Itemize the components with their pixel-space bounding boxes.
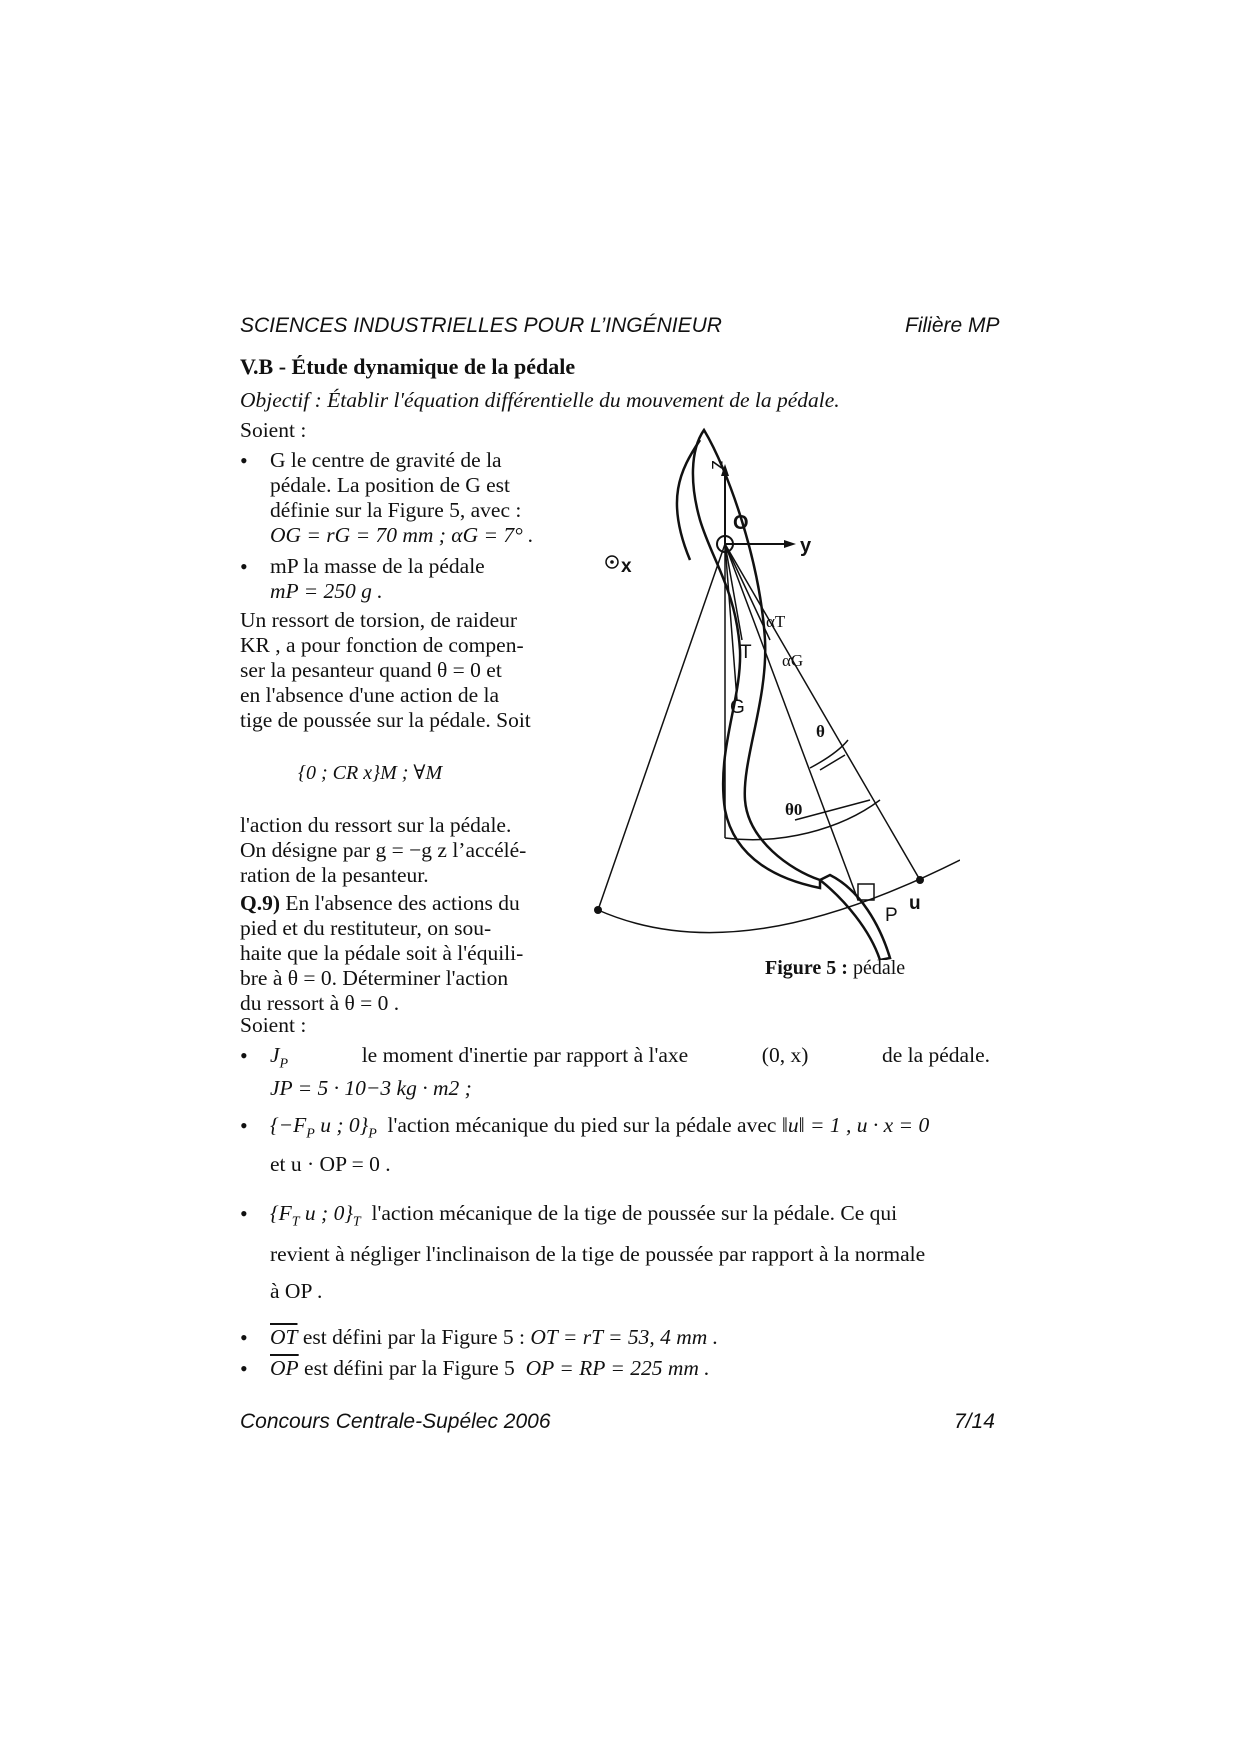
b1-symbol: $J_P$ xyxy=(270,1043,289,1072)
b3-line3: à OP . xyxy=(270,1279,323,1304)
label-u: u xyxy=(909,893,921,914)
bullet1-line: pédale. La position de G est xyxy=(270,473,511,497)
x-dot xyxy=(610,560,614,564)
soient-2: Soient : xyxy=(240,1013,307,1037)
para-line: ser la pesanteur quand θ = 0 et xyxy=(240,658,502,682)
para2-line: ration de la pesanteur. xyxy=(240,863,429,887)
b2-line2: et u · OP = 0 . xyxy=(270,1152,391,1177)
label-theta: θ xyxy=(816,722,825,741)
figure-caption xyxy=(765,957,905,980)
objective: Objectif : Établir l'équation différentielle du mouvement de la pédale. xyxy=(240,388,840,412)
pedal-figure xyxy=(580,420,960,960)
q9-label: Q.9) xyxy=(240,891,281,915)
lower-bullet-1 xyxy=(270,1043,990,1101)
bullet-dot: • xyxy=(240,1113,248,1138)
lower-bullet-3 xyxy=(270,1201,990,1304)
torsor-spring: {0 ; CR x}M ; ∀M xyxy=(298,762,443,784)
caption-rest: pédale xyxy=(847,957,906,979)
b2-cond: ‖u‖ = 1 , u · x = 0 xyxy=(781,1113,930,1137)
section-title: V.B - Étude dynamique de la pédale xyxy=(240,354,576,379)
label-alphaG: αG xyxy=(782,651,804,670)
point-P-marker xyxy=(916,876,924,884)
b4-text: est défini par la Figure 5 : xyxy=(302,1325,525,1349)
line-theta0 xyxy=(725,544,858,900)
b3-line2: revient à négliger l'inclinaison de la tige de poussée par rapport à la normale xyxy=(270,1242,926,1267)
caption-bold: Figure 5 : xyxy=(765,957,848,979)
q9-line: du ressort à θ = 0 . xyxy=(240,991,400,1015)
b1-text: le moment d'inertie par rapport à l'axe xyxy=(361,1043,689,1067)
bullet-dot: • xyxy=(240,1043,248,1068)
bullet2-text xyxy=(270,554,558,604)
para-line: Un ressort de torsion, de raideur xyxy=(240,608,518,632)
b5-math: OP = RP = 225 mm . xyxy=(525,1356,710,1380)
bullet2-line: mP la masse de la pédale xyxy=(270,554,485,578)
label-P: P xyxy=(885,905,898,926)
lower-bullet-2 xyxy=(270,1113,990,1177)
pedal-foot-plate xyxy=(820,875,890,960)
q9-line: pied et du restituteur, on sou- xyxy=(240,916,492,940)
label-y: y xyxy=(800,535,812,557)
b5-text: est défini par la Figure 5 xyxy=(304,1356,515,1380)
footer-page: 7/14 xyxy=(954,1410,995,1433)
b1-tail: de la pédale. xyxy=(881,1043,990,1067)
para2-line: On désigne par g = −g z l’accélé- xyxy=(240,838,527,862)
bullet1-math: OG = rG = 70 mm ; αG = 7° . xyxy=(270,523,534,547)
gravity-paragraph xyxy=(240,813,558,888)
para2-line: l'action du ressort sur la pédale. xyxy=(240,813,512,837)
para-line: en l'absence d'une action de la xyxy=(240,683,500,707)
bullet-dot: • xyxy=(240,448,248,473)
soient-1: Soient : xyxy=(240,418,307,442)
q9-line: haite que la pédale soit à l'équili- xyxy=(240,941,524,965)
bullet-dot: • xyxy=(240,1325,248,1350)
q9-line: En l'absence des actions du xyxy=(285,891,520,915)
label-z: z xyxy=(706,460,728,470)
footer-left: Concours Centrale-Supélec 2006 xyxy=(240,1410,551,1433)
header-right: Filière MP xyxy=(905,314,1000,337)
b4-vector: $\overline{OT}$ xyxy=(270,1325,298,1349)
line-left xyxy=(598,544,725,910)
question-9 xyxy=(240,891,558,1016)
b2-text: l'action mécanique du pied sur la pédale avec xyxy=(387,1113,777,1137)
arc-outer xyxy=(598,860,960,933)
label-alphaT: αT xyxy=(766,612,786,631)
theta-arrow xyxy=(820,755,845,770)
para-line: tige de poussée sur la pédale. Soit xyxy=(240,708,531,732)
bullet1-line: G le centre de gravité de la xyxy=(270,448,502,472)
para-line: KR , a pour fonction de compen- xyxy=(240,633,524,657)
label-theta0: θ0 xyxy=(785,800,803,819)
bullet-dot: • xyxy=(240,1201,248,1226)
bullet-dot: • xyxy=(240,554,248,579)
b1-axis: (0, x) xyxy=(761,1043,809,1067)
label-x: x xyxy=(621,556,632,577)
b4-math: OT = rT = 53, 4 mm . xyxy=(530,1325,719,1349)
b3-text: l'action mécanique de la tige de poussée sur la pédale. Ce qui xyxy=(371,1201,898,1225)
lower-bullet-5 xyxy=(270,1356,710,1381)
q9-line: bre à θ = 0. Déterminer l'action xyxy=(240,966,509,990)
y-arrowhead xyxy=(784,540,796,548)
bullet-dot: • xyxy=(240,1356,248,1381)
lower-bullet-4 xyxy=(270,1325,718,1350)
b2-torsor: {$-F_P$ u ; $0\}_P$ xyxy=(270,1113,377,1142)
header-left: SCIENCES INDUSTRIELLES POUR L’INGÉNIEUR xyxy=(240,314,722,337)
point-left-marker xyxy=(594,906,602,914)
label-T: T xyxy=(740,642,752,663)
bullet2-math: mP = 250 g . xyxy=(270,579,383,603)
bullet1-line: définie sur la Figure 5, avec : xyxy=(270,498,522,522)
label-G: G xyxy=(730,697,745,718)
b1-math: JP = 5 · 10−3 kg · m2 ; xyxy=(270,1076,472,1101)
b3-torsor: {$F_T$ u ; $0\}_T$ xyxy=(270,1201,361,1230)
bullet1-text xyxy=(270,448,558,548)
spring-paragraph xyxy=(240,608,558,733)
b5-vector: $\overline{OP}$ xyxy=(270,1356,299,1380)
label-O: O xyxy=(733,512,749,534)
theta0-arrow xyxy=(795,800,870,820)
arc-theta0 xyxy=(725,800,880,840)
right-angle-mark xyxy=(858,884,874,900)
